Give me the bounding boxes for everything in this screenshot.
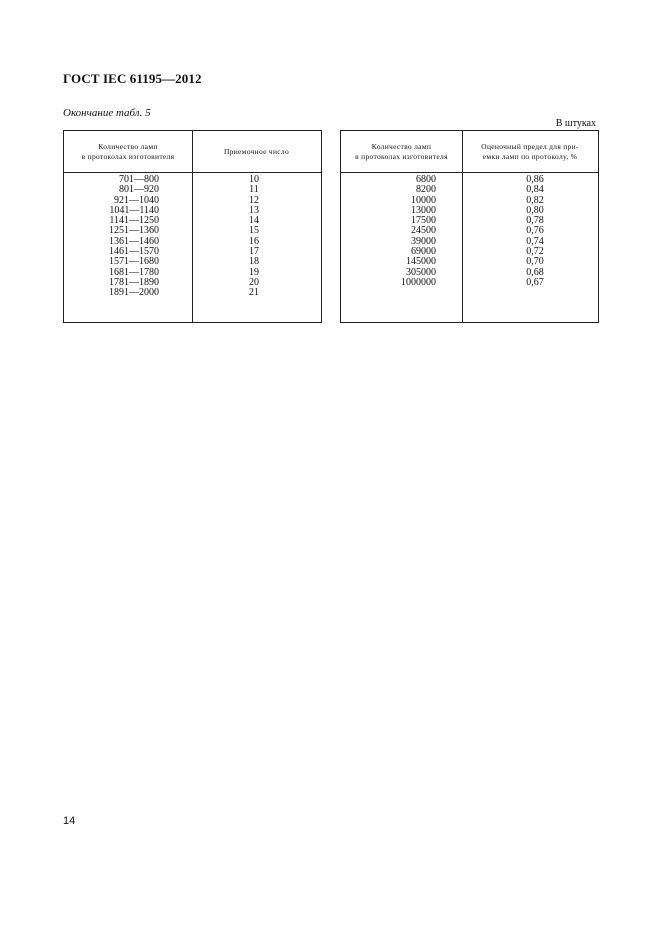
table-cell: 0,74 xyxy=(526,235,544,247)
table-cell: 305000 xyxy=(406,266,436,278)
header-divider xyxy=(341,172,598,173)
table-cell: 15 xyxy=(249,225,259,237)
table-cell: 145000 xyxy=(406,256,436,268)
table-cell: 921—1040 xyxy=(114,194,159,206)
table-cell: 701—800 xyxy=(119,174,159,185)
table-cell: 1000000 xyxy=(401,276,436,288)
table-cell: 1041—1140 xyxy=(109,204,159,216)
left-header-acceptance xyxy=(193,131,320,172)
table-cell: 39000 xyxy=(411,235,436,247)
left-header-count xyxy=(64,131,192,172)
table-cell: 1781—1890 xyxy=(109,276,159,288)
table-cell: 11 xyxy=(249,184,259,196)
left-table xyxy=(63,130,322,323)
header-divider xyxy=(64,172,321,173)
table-cell: 0,67 xyxy=(526,276,544,288)
right-table xyxy=(340,130,599,323)
table-cell: 0,82 xyxy=(526,194,544,206)
table-cell: 1891—2000 xyxy=(109,287,159,299)
table-cell: 0,86 xyxy=(526,174,544,185)
table-cell: 0,84 xyxy=(526,184,544,196)
units-label: В штуках xyxy=(555,118,596,129)
table-cell: 20 xyxy=(249,276,259,288)
left-acceptance-column xyxy=(224,175,284,299)
header-line: Количество ламп xyxy=(371,141,432,151)
left-count-column xyxy=(84,175,159,299)
table-cell: 0,68 xyxy=(526,266,544,278)
table-cell: 21 xyxy=(249,287,259,299)
table-cell: 12 xyxy=(249,194,259,206)
right-header-limit xyxy=(463,131,597,172)
right-count-column xyxy=(361,175,436,288)
table-cell: 1681—1780 xyxy=(109,266,159,278)
table-cell: 17500 xyxy=(411,215,436,227)
header-line: Приемочное число xyxy=(223,146,290,156)
table-cell: 13000 xyxy=(411,204,436,216)
table-cell: 1461—1570 xyxy=(109,246,159,258)
table-cell: 0,78 xyxy=(526,215,544,227)
table-cell: 18 xyxy=(249,256,259,268)
table-cell: 16 xyxy=(249,235,259,247)
table-cell: 801—920 xyxy=(119,184,159,196)
page-number: 14 xyxy=(63,815,76,827)
header-line: в протоколах изготовителя xyxy=(355,151,448,161)
right-header-count xyxy=(341,131,462,172)
header-line: в протоколах изготовителя xyxy=(81,151,175,161)
table-cell: 1251—1360 xyxy=(109,225,159,237)
table-cell: 14 xyxy=(249,215,259,227)
table-cell: 1571—1680 xyxy=(109,256,159,268)
table-cell: 0,80 xyxy=(526,204,544,216)
table-cell: 8200 xyxy=(416,184,436,196)
table-cell: 13 xyxy=(249,204,259,216)
table-cell: 1141—1250 xyxy=(109,215,159,227)
table-cell: 10000 xyxy=(411,194,436,206)
table-cell: 6800 xyxy=(416,174,436,185)
header-line: Оценочный предел для при- xyxy=(481,141,579,151)
table-cell: 0,70 xyxy=(526,256,544,268)
table-cell: 17 xyxy=(249,246,259,258)
table-cell: 0,76 xyxy=(526,225,544,237)
table-cell: 1361—1460 xyxy=(109,235,159,247)
table-cell: 69000 xyxy=(411,246,436,258)
table-cell: 19 xyxy=(249,266,259,278)
table-caption: Окончание табл. 5 xyxy=(63,107,151,119)
table-cell: 24500 xyxy=(411,225,436,237)
table-cell: 0,72 xyxy=(526,246,544,258)
header-line: емки ламп по протоколу, % xyxy=(482,151,578,161)
table-cell: 10 xyxy=(249,174,259,185)
header-line: Количество ламп xyxy=(98,141,158,151)
document-title: ГОСТ IEC 61195—2012 xyxy=(63,71,202,86)
right-limit-column xyxy=(505,175,565,288)
